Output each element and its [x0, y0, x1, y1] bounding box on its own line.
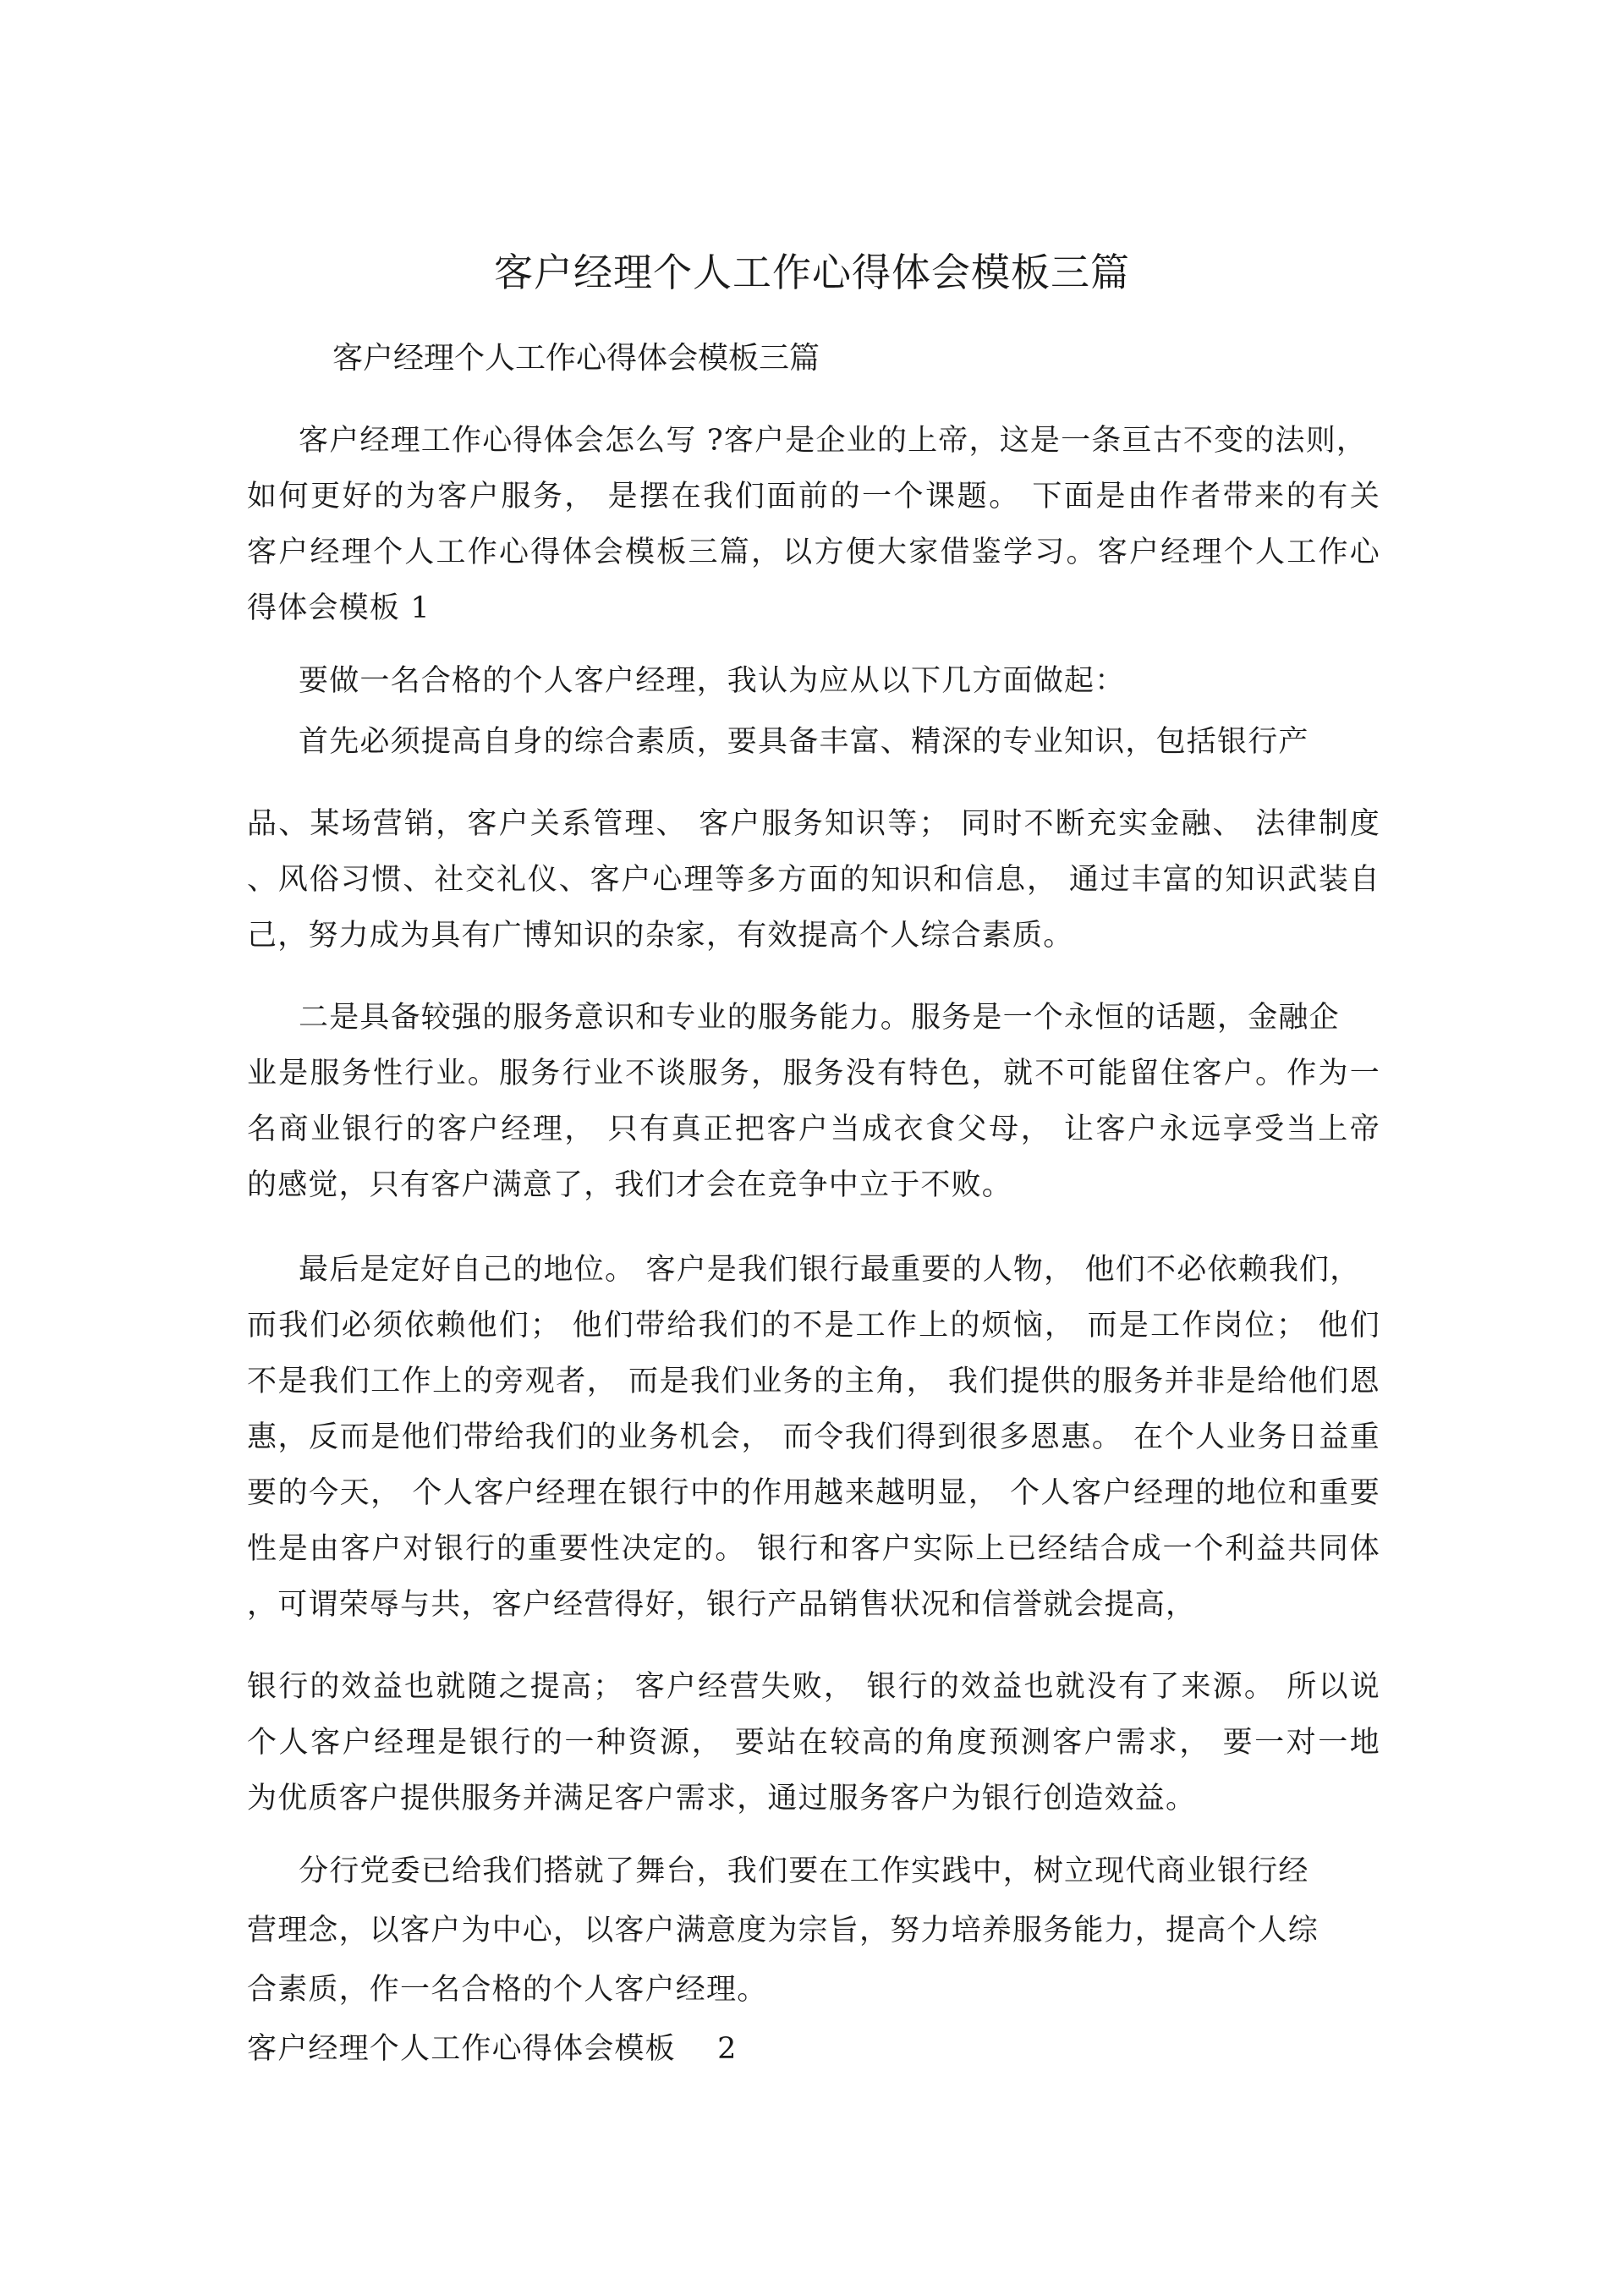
paragraph-line: 营理念，以客户为中心，以客户满意度为宗旨，努力培养服务能力，提高个人综	[247, 1914, 1320, 1947]
paragraph-line: 客户经理工作心得体会怎么写 ?客户是企业的上帝，这是一条亘古不变的法则，	[299, 424, 1368, 458]
paragraph-line: 为优质客户提供服务并满足客户需求，通过服务客户为银行创造效益。	[247, 1782, 1197, 1815]
paragraph-line: 的感觉，只有客户满意了，我们才会在竞争中立于不败。	[247, 1168, 1013, 1202]
paragraph-line: 性是由客户对银行的重要性决定的。 银行和客户实际上已经结合成一个利益共同体	[247, 1532, 1380, 1566]
paragraph-line: 个人客户经理是银行的一种资源， 要站在较高的角度预测客户需求， 要一对一地	[247, 1726, 1380, 1760]
paragraph-line: 最后是定好自己的地位。 客户是我们银行最重要的人物， 他们不必依赖我们，	[299, 1253, 1361, 1287]
section-heading: 客户经理个人工作心得体会模板 2	[247, 2032, 738, 2066]
paragraph-line: 、风俗习惯、社交礼仪、客户心理等多方面的知识和信息， 通过丰富的知识武装自	[247, 863, 1380, 897]
paragraph-line: 而我们必须依赖他们； 他们带给我们的不是工作上的烦恼， 而是工作岗位； 他们	[247, 1309, 1380, 1343]
paragraph-line: 得体会模板 1	[247, 591, 431, 625]
paragraph-line: 二是具备较强的服务意识和专业的服务能力。服务是一个永恒的话题，金融企	[299, 1001, 1340, 1035]
paragraph-line: 合素质，作一名合格的个人客户经理。	[247, 1973, 768, 2007]
paragraph-line: 名商业银行的客户经理， 只有真正把客户当成衣食父母， 让客户永远享受当上帝	[247, 1112, 1380, 1146]
paragraph-line: 品、某场营销，客户关系管理、 客户服务知识等； 同时不断充实金融、 法律制度	[247, 807, 1380, 841]
paragraph-line: 业是服务性行业。服务行业不谈服务，服务没有特色，就不可能留住客户。作为一	[247, 1057, 1380, 1090]
paragraph-line: 要做一名合格的个人客户经理，我认为应从以下几方面做起：	[299, 664, 1126, 698]
paragraph-line: 客户经理个人工作心得体会模板三篇，以方便大家借鉴学习。客户经理个人工作心	[247, 536, 1380, 569]
paragraph-line: 惠，反而是他们带给我们的业务机会， 而令我们得到很多恩惠。 在个人业务日益重	[247, 1420, 1380, 1454]
paragraph-line: 银行的效益也就随之提高； 客户经营失败， 银行的效益也就没有了来源。 所以说	[247, 1670, 1380, 1704]
paragraph-line: 要的今天， 个人客户经理在银行中的作用越来越明显， 个人客户经理的地位和重要	[247, 1476, 1380, 1510]
paragraph-line: ，可谓荣辱与共，客户经营得好，银行产品销售状况和信誉就会提高，	[247, 1588, 1197, 1622]
paragraph-line: 己，努力成为具有广博知识的杂家，有效提高个人综合素质。	[247, 919, 1074, 953]
paragraph-line: 如何更好的为客户服务， 是摆在我们面前的一个课题。 下面是由作者带来的有关	[247, 480, 1380, 514]
document-title: 客户经理个人工作心得体会模板三篇	[494, 250, 1130, 295]
document-subtitle: 客户经理个人工作心得体会模板三篇	[332, 341, 820, 376]
paragraph-line: 不是我们工作上的旁观者， 而是我们业务的主角， 我们提供的服务并非是给他们恩	[247, 1365, 1380, 1398]
paragraph-line: 首先必须提高自身的综合素质，要具备丰富、精深的专业知识，包括银行产	[299, 725, 1309, 759]
paragraph-line: 分行党委已给我们搭就了舞台，我们要在工作实践中，树立现代商业银行经	[299, 1854, 1309, 1888]
